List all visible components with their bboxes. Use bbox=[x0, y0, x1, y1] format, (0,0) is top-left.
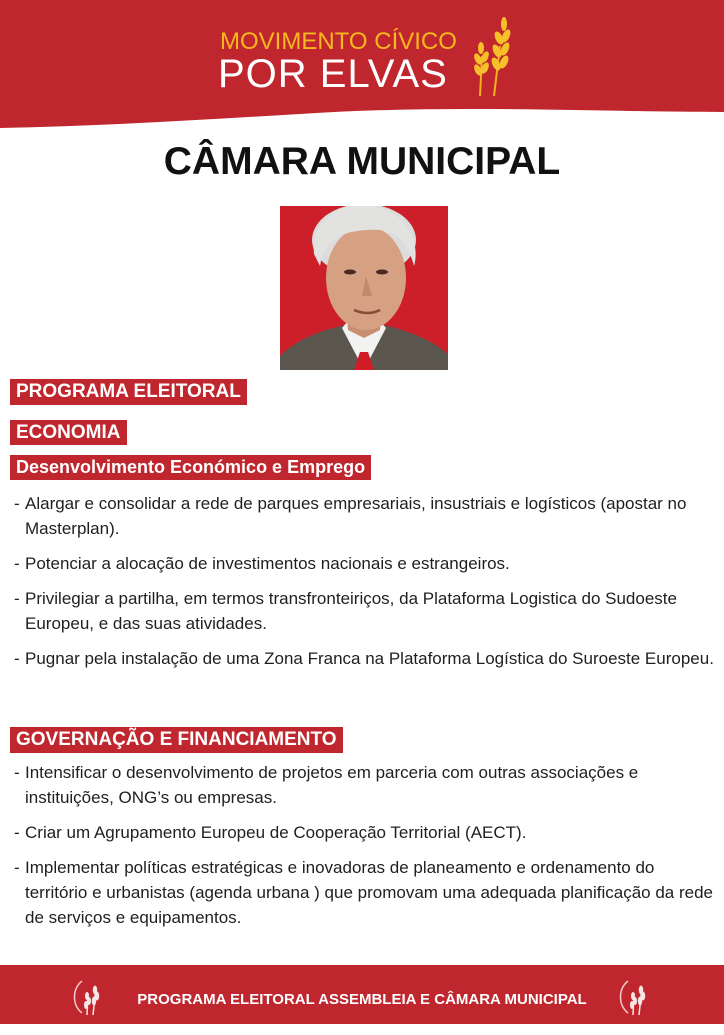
governacao-list bbox=[14, 760, 714, 940]
list-item-text: Intensificar o desenvolvimento de projetos em parceria com outras associações e instituições, ONG’s ou empresas. bbox=[25, 763, 639, 807]
list-item-text: Alargar e consolidar a rede de parques empresariais, insustriais e logísticos (apostar no Masterplan). bbox=[25, 494, 687, 538]
bullet-dash: - bbox=[14, 649, 20, 668]
footer-text: PROGRAMA ELEITORAL ASSEMBLEIA E CÂMARA MUNICIPAL bbox=[137, 991, 587, 1008]
wheat-icon bbox=[618, 977, 652, 1017]
wheat-icon bbox=[468, 16, 512, 98]
list-item bbox=[14, 491, 714, 541]
list-item-text: Privilegiar a partilha, em termos transfronteiriços, da Plataforma Logistica do Sudoeste Europeu, e das suas atividades. bbox=[25, 589, 677, 633]
bullet-dash: - bbox=[14, 494, 20, 513]
section-label-governacao: GOVERNAÇÃO E FINANCIAMENTO bbox=[10, 727, 343, 753]
candidate-portrait bbox=[280, 206, 448, 370]
logo bbox=[206, 8, 514, 102]
bullet-dash: - bbox=[14, 763, 20, 782]
list-item-text: Criar um Agrupamento Europeu de Cooperação Territorial (AECT). bbox=[25, 823, 527, 842]
page-title: CÂMARA MUNICIPAL bbox=[163, 140, 561, 183]
list-item bbox=[14, 551, 714, 576]
list-item-text: Potenciar a alocação de investimentos nacionais e estrangeiros. bbox=[25, 554, 510, 573]
portrait-image bbox=[280, 206, 448, 370]
logo-line2: POR ELVAS bbox=[218, 52, 448, 96]
list-item bbox=[14, 760, 714, 810]
list-item-text: Pugnar pela instalação de uma Zona Franca na Plataforma Logística do Suroeste Europeu. bbox=[25, 649, 714, 668]
list-item bbox=[14, 586, 714, 636]
bullet-dash: - bbox=[14, 823, 20, 842]
list-item-text: Implementar políticas estratégicas e inovadoras de planeamento e ordenamento do território e urbanistas (agenda urbana ) que promovam uma adequada planificação da rede de serviços e equipamentos. bbox=[25, 858, 713, 927]
economia-list bbox=[14, 491, 714, 681]
section-label-programa: PROGRAMA ELEITORAL bbox=[10, 379, 247, 405]
logo-line1: MOVIMENTO CÍVICO bbox=[220, 28, 457, 55]
list-item bbox=[14, 820, 714, 845]
list-item bbox=[14, 855, 714, 930]
footer-banner bbox=[0, 965, 724, 1024]
list-item bbox=[14, 646, 714, 671]
bullet-dash: - bbox=[14, 589, 20, 608]
section-label-economia: ECONOMIA bbox=[10, 420, 127, 445]
bullet-dash: - bbox=[14, 858, 20, 877]
subsection-label-desenvolvimento: Desenvolvimento Económico e Emprego bbox=[10, 455, 371, 480]
bullet-dash: - bbox=[14, 554, 20, 573]
